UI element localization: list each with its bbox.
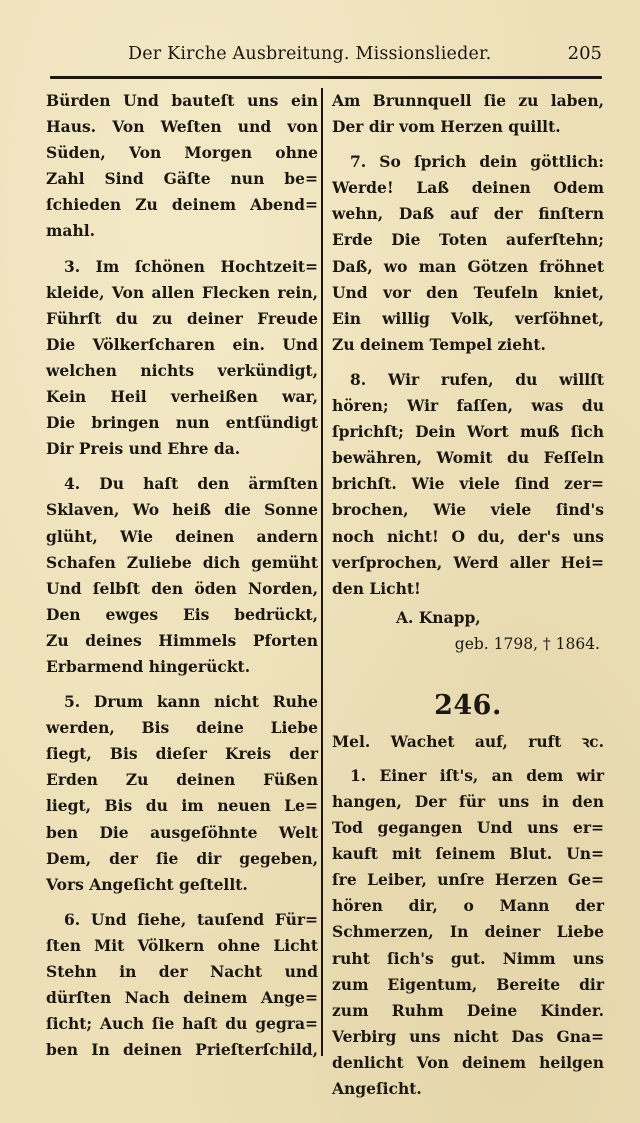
verse-line: hören dir, o Mann der <box>332 896 604 916</box>
verse-line: 1. Einer iſt's, an dem wir <box>350 765 604 785</box>
verse-line: zum Eigentum, Bereite dir <box>332 974 604 994</box>
verse-line: Angeſicht. <box>332 1079 422 1098</box>
verse-line: noch nicht! O du, der's uns <box>332 526 604 546</box>
verse-line: Erbarmend hingerückt. <box>46 656 251 676</box>
stanza-5 <box>46 689 318 898</box>
stanza-6 <box>46 907 318 1064</box>
verse-line: brochen, Wie viele ſind's <box>332 500 604 520</box>
verse-line: dürſten Nach deinem Ange= <box>46 988 318 1008</box>
verse-line: hangen, Der für uns in den <box>332 791 604 811</box>
verse-line: ſiegt, Bis dieſer Kreis der <box>46 744 318 764</box>
verse-line: ben In deinen Prieſterſchild, <box>46 1040 318 1060</box>
running-head <box>48 40 602 70</box>
verse-line: denlicht Von deinem heilgen <box>332 1052 604 1072</box>
verse-line: werden, Bis deine Liebe <box>46 718 318 738</box>
verse-line: Dir Preis und Ehre da. <box>46 439 241 459</box>
verse-line: Und vor den Teufeln kniet, <box>332 282 604 302</box>
verse-line: Führſt du zu deiner Freude <box>46 308 318 328</box>
verse-line: Die Völkerſcharen ein. Und <box>46 334 318 354</box>
stanza-7 <box>332 149 604 358</box>
verse-line: Der dir vom Herzen quillt. <box>332 117 561 137</box>
verse-line: ſchieden Zu deinem Abend= <box>46 195 318 215</box>
verse-line: Bürden Und bauteſt uns ein <box>46 91 318 110</box>
verse-line: Sklaven, Wo heiß die Sonne <box>46 500 318 520</box>
verse-line: glüht, Wie deinen andern <box>46 526 318 546</box>
verse-line: verſprochen, Werd aller Hei= <box>332 552 604 572</box>
verse-line: Die bringen nun entſündigt <box>46 413 318 433</box>
melody-reference: Mel. Wachet auf, ruft ꝛc. <box>332 731 604 751</box>
hymn-246-stanza-1 <box>332 763 604 1102</box>
verse-line: Zahl Sind Gäſte nun be= <box>46 169 318 189</box>
verse-line: Schafen Zuliebe dich gemüht <box>46 552 318 572</box>
verse-line: Ein willig Volk, verſöhnet, <box>332 308 604 328</box>
verse-line: Verbirg uns nicht Das Gna= <box>332 1026 604 1046</box>
verse-line: Am Brunnquell ſie zu laben, <box>332 91 604 110</box>
verse-line: Haus. Von Weſten und von <box>46 117 318 137</box>
right-column <box>332 88 604 1111</box>
hymn-number: 246. <box>434 689 502 721</box>
verse-line: 8. Wir rufen, du willſt <box>350 369 604 389</box>
verse-line: bewähren, Womit du Feſſeln <box>332 448 604 468</box>
verse-line: Zu deinem Tempel zieht. <box>332 334 546 354</box>
verse-line: wehn, Daß auf der finſtern <box>332 204 604 224</box>
verse-line: 7. So ſprich dein göttlich: <box>350 152 604 172</box>
verse-line: ſicht; Auch ſie haſt du gegra= <box>46 1014 318 1034</box>
verse-line: kauft mit ſeinem Blut. Un= <box>332 844 604 864</box>
author-dates: geb. 1798, † 1864. <box>454 634 600 653</box>
verse-line: ſten Mit Völkern ohne Licht <box>46 935 318 955</box>
hymn-author: A. Knapp, <box>396 607 481 627</box>
verse-line: ben Die ausgeſöhnte Welt <box>46 822 318 842</box>
verse-line: den Licht! <box>332 578 421 598</box>
running-title: Der Kirche Ausbreitung. Missionslieder. <box>128 44 492 64</box>
verse-line: Süden, Von Morgen ohne <box>46 143 318 163</box>
verse-line: 3. Im ſchönen Hochtzeit= <box>64 256 318 276</box>
stanza-continuation <box>46 88 318 245</box>
verse-line: liegt, Bis du im neuen Le= <box>46 796 318 816</box>
column-divider <box>321 88 323 1056</box>
verse-line: Den ewges Eis bedrückt, <box>46 604 318 624</box>
verse-line: Zu deines Himmels Pforten <box>46 630 318 650</box>
verse-line: Schmerzen, In deiner Liebe <box>332 922 604 942</box>
verse-line: Erde Die Toten auferſtehn; <box>332 230 604 250</box>
verse-line: welchen nichts verkündigt, <box>46 360 318 380</box>
verse-line: ſprichſt; Dein Wort muß ſich <box>332 422 604 442</box>
verse-line: Daß, wo man Götzen fröhnet <box>332 256 604 276</box>
verse-line: hören; Wir faſſen, was du <box>332 396 604 416</box>
verse-line: Tod gegangen Und uns er= <box>332 818 604 838</box>
verse-line: Stehn in der Nacht und <box>46 962 318 981</box>
verse-line: Werde! Laß deinen Odem <box>332 178 604 198</box>
verse-line: Und ſelbſt den öden Norden, <box>46 578 318 598</box>
verse-line: 4. Du haſt den ärmſten <box>64 474 318 494</box>
verse-line: kleide, Von allen Flecken rein, <box>46 282 318 302</box>
verse-line: 6. Und ſiehe, tauſend Für= <box>64 909 318 929</box>
verse-line: ſre Leiber, unſre Herzen Ge= <box>332 870 604 890</box>
verse-line: Kein Heil verheißen war, <box>46 387 318 407</box>
stanza-8 <box>332 367 604 602</box>
verse-line: Erden Zu deinen Füßen <box>46 770 318 790</box>
verse-line: ruht ſich's gut. Nimm uns <box>332 948 604 968</box>
verse-line: 5. Drum kann nicht Ruhe <box>64 692 318 712</box>
stanza-3 <box>46 254 318 463</box>
verse-line: zum Ruhm Deine Kinder. <box>332 1000 604 1020</box>
verse-line: Dem, der ſie dir gegeben, <box>46 848 318 868</box>
stanza-4 <box>46 471 318 680</box>
verse-line: Vors Angeſicht geſtellt. <box>46 874 248 894</box>
stanza-6-continuation <box>332 88 604 140</box>
verse-line: brichſt. Wie viele ſind zer= <box>332 474 604 494</box>
verse-line: mahl. <box>46 221 95 241</box>
page-number: 205 <box>567 43 602 64</box>
header-rule <box>50 76 602 79</box>
left-column <box>46 88 318 1072</box>
